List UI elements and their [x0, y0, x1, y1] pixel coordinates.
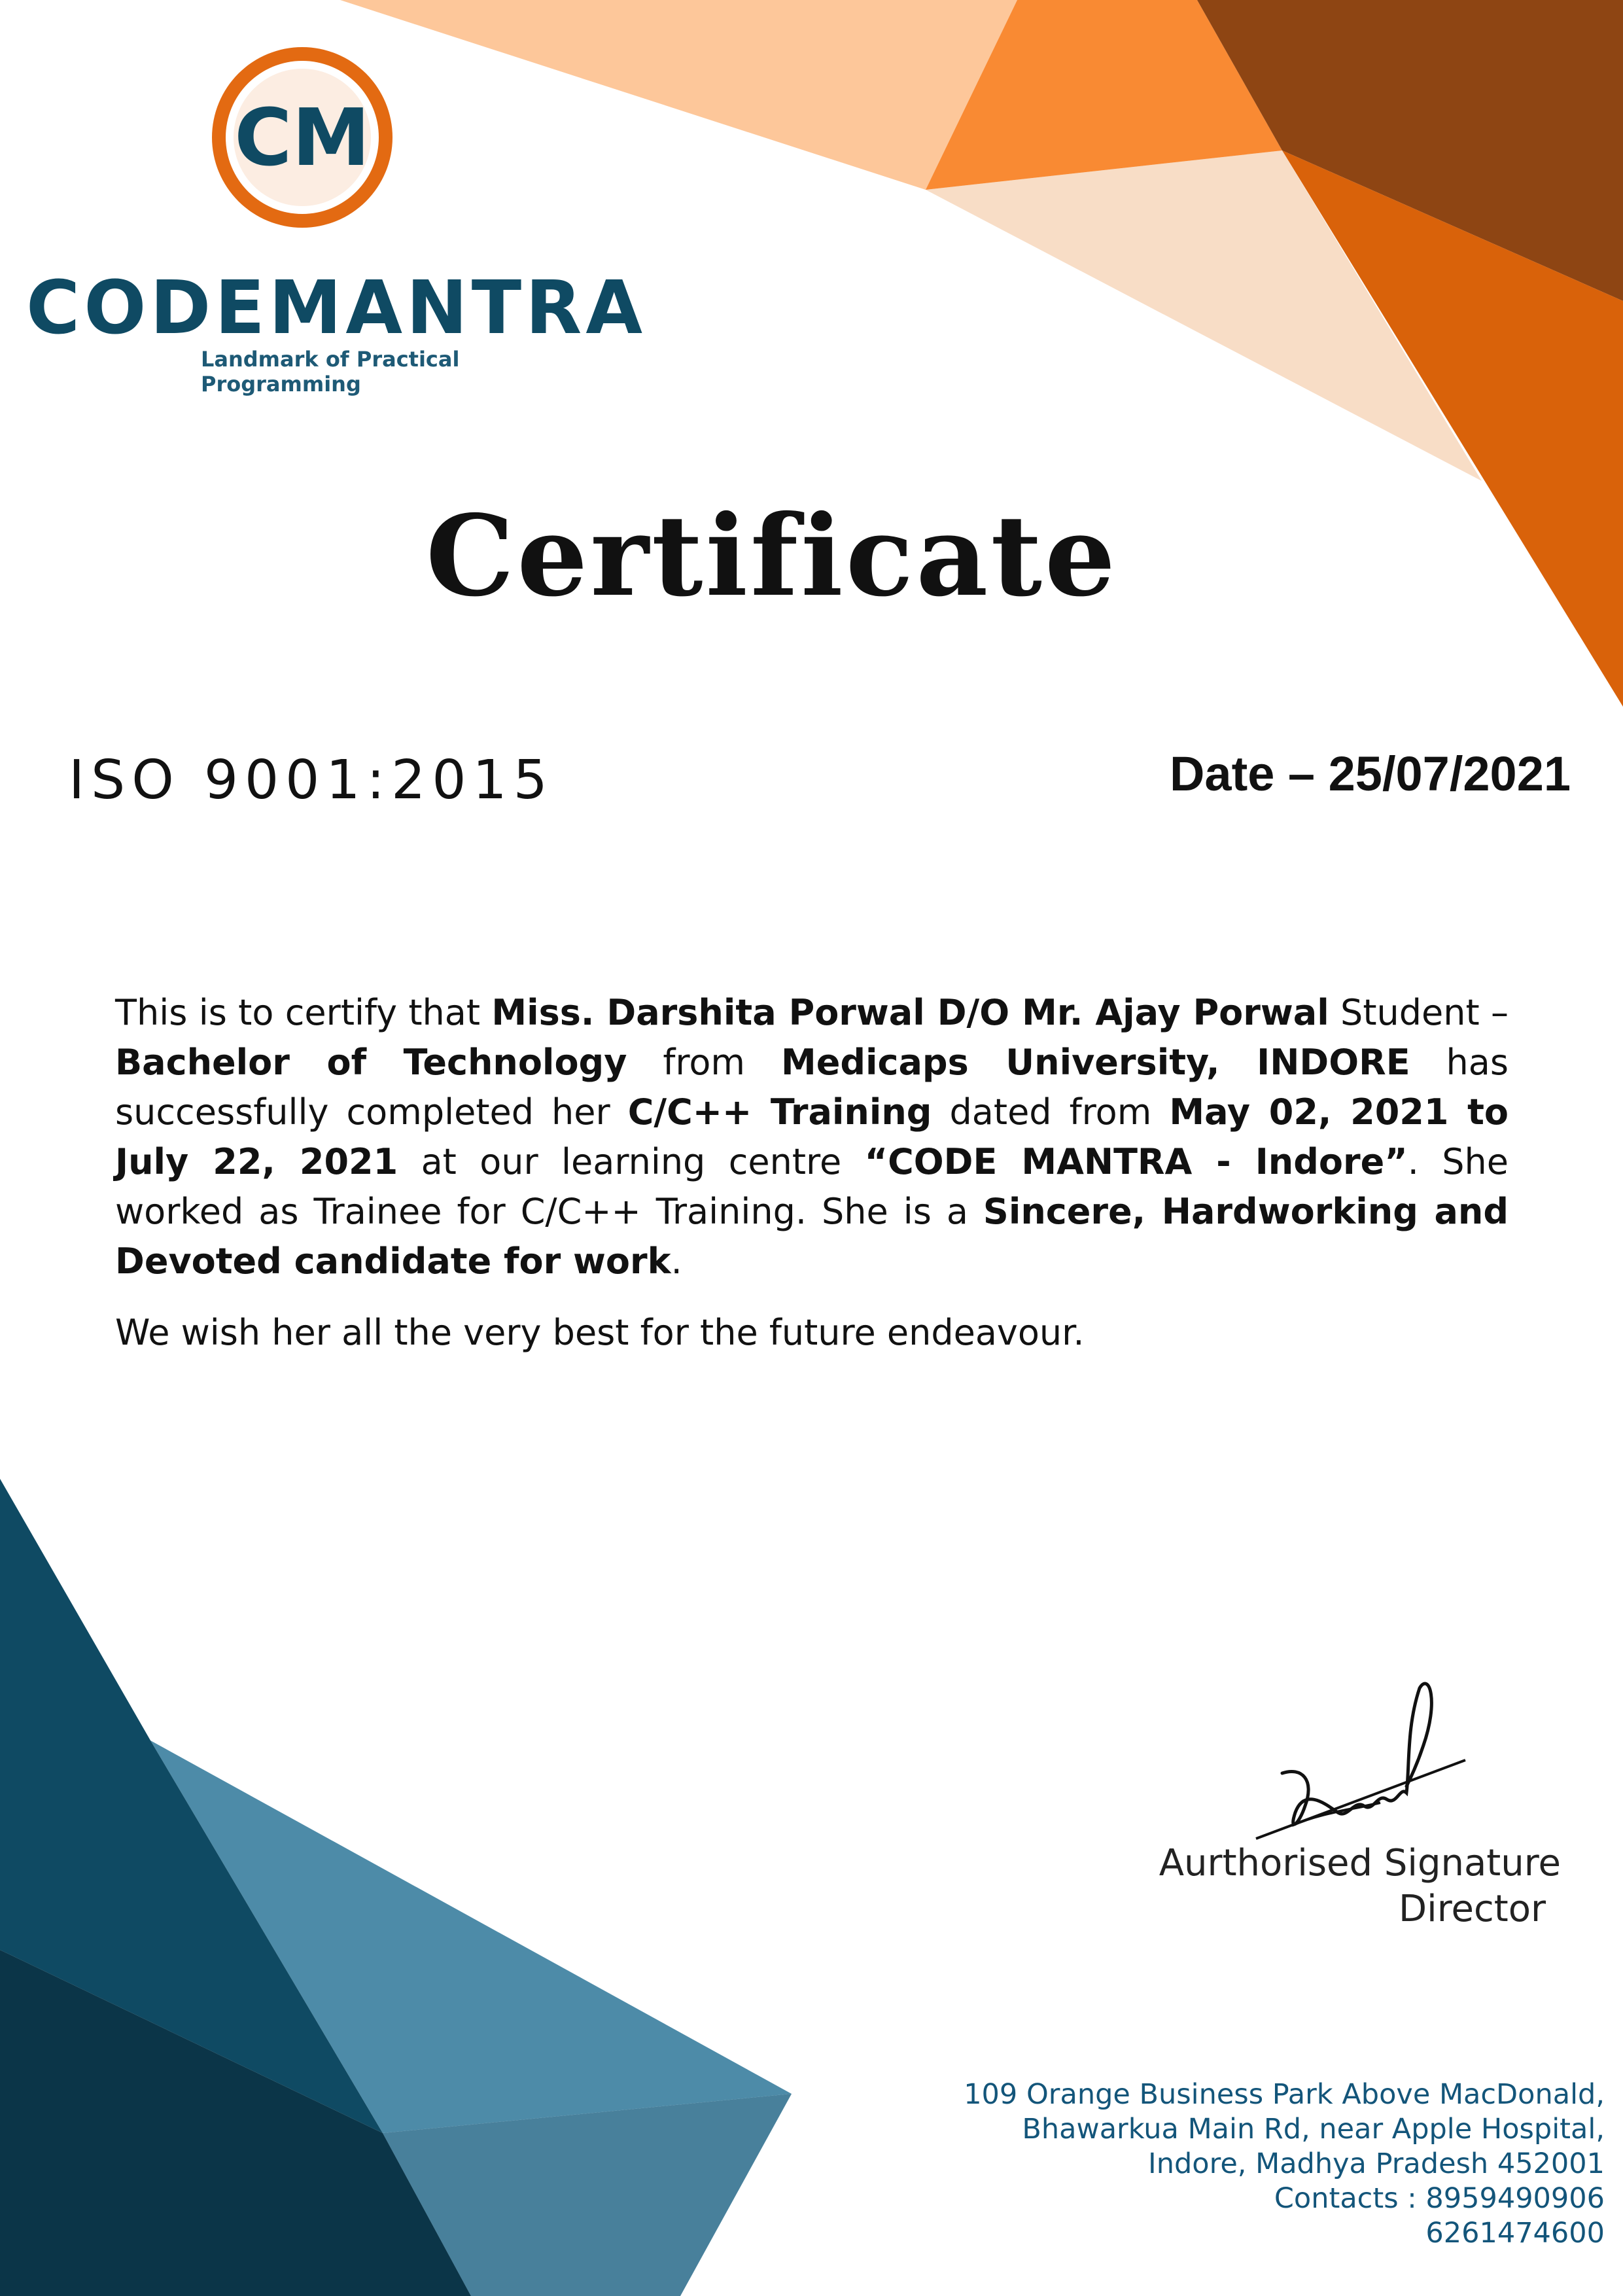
- body-text-segment: . She worked as Trainee for C/C++ Training. She is a: [115, 1141, 1509, 1232]
- closing-wish: We wish her all the very best for the future endeavour.: [115, 1312, 1085, 1353]
- university: Medicaps University, INDORE: [780, 1042, 1410, 1083]
- certificate-title: Certificate: [425, 491, 1119, 622]
- candidate-traits: Sincere, Hardworking and Devoted candidate for work: [115, 1191, 1509, 1282]
- address-line: 109 Orange Business Park Above MacDonald,: [964, 2078, 1605, 2111]
- body-text-segment: at our learning centre: [398, 1141, 865, 1182]
- brand-tagline: Landmark of Practical Programming: [201, 347, 460, 397]
- address-block: [964, 2077, 1605, 2251]
- degree: Bachelor of Technology: [115, 1042, 627, 1083]
- training-dates: May 02, 2021 to July 22, 2021: [115, 1091, 1509, 1182]
- signature-label: Aurthorised Signature: [1159, 1842, 1561, 1884]
- iso-certification: ISO 9001:2015: [69, 749, 554, 811]
- course-name: C/C++ Training: [627, 1091, 932, 1133]
- body-text-segment: This is to certify that: [115, 992, 492, 1033]
- contact-phone: Contacts : 8959490906: [1274, 2182, 1605, 2215]
- body-text-segment: from: [627, 1042, 781, 1083]
- body-text-segment: has successfully completed her: [115, 1042, 1509, 1133]
- body-text-segment: .: [671, 1241, 682, 1282]
- address-line: Indore, Madhya Pradesh 452001: [1148, 2147, 1605, 2180]
- logo: [20, 39, 647, 397]
- logo-monogram: CM: [234, 93, 370, 184]
- body-text-segment: dated from: [932, 1091, 1170, 1133]
- certificate-date: Date – 25/07/2021: [1169, 747, 1571, 801]
- body-text-segment: Student –: [1329, 992, 1509, 1033]
- learning-centre: “CODE MANTRA - Indore”: [864, 1141, 1408, 1182]
- signatory-title: Director: [1399, 1888, 1546, 1930]
- certificate-body: [115, 988, 1509, 1286]
- student-name: Miss. Darshita Porwal D/O Mr. Ajay Porwal: [491, 992, 1329, 1033]
- address-line: Bhawarkua Main Rd, near Apple Hospital,: [1022, 2113, 1605, 2146]
- brand-name: CODEMANTRA: [26, 266, 647, 351]
- contact-phone-2: 6261474600: [1425, 2217, 1605, 2250]
- logo-emblem: [20, 39, 595, 275]
- handwritten-signature: [1243, 1675, 1478, 1858]
